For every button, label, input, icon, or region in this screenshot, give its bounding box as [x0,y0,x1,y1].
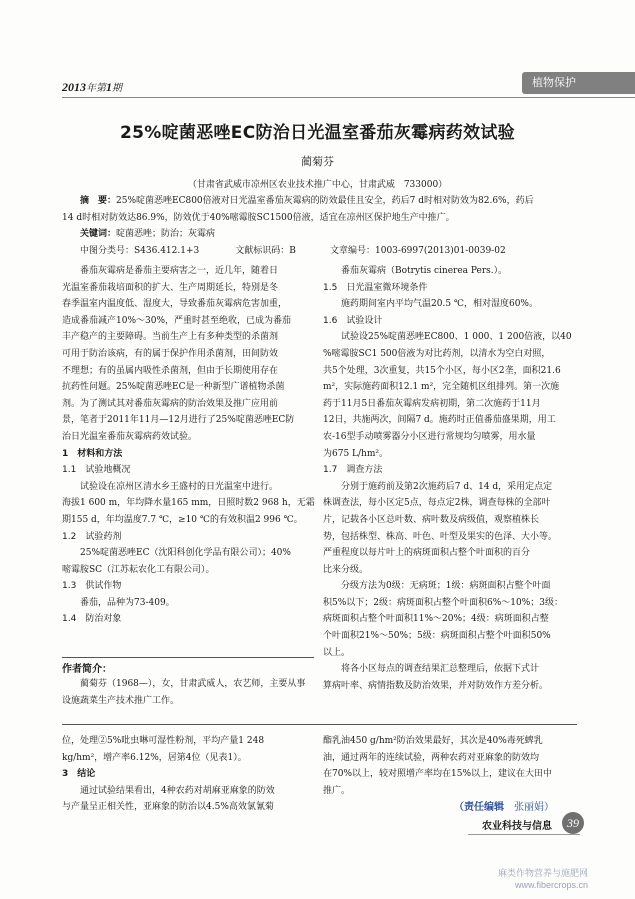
text-line: 为675 L/hm²。 [323,448,388,459]
section-heading: 1.1 试验地概况 [62,465,131,476]
text-line: 严重程度以每片叶上的病斑面积占整个叶面积的百分 [323,548,531,559]
author-note-line-2: 设施蔬菜生产技术推广工作。 [62,695,180,706]
section-heading: 3 结论 [62,769,96,780]
keywords: 啶菌恶唑；防治；灰霉病 [116,229,216,240]
keywords-label: 关键词： [80,229,117,240]
text-line: 病斑面积占整个叶面积11%～20%；4级：病斑面积占整 [323,614,549,625]
text-line: 不理想；有的虽属内吸性杀菌剂，但由于长期使用存在 [62,365,279,376]
text-line: 番茄灰霉病是番茄主要病害之一，近几年，随着日 [80,266,279,276]
note-rule [62,657,314,658]
text-line: %嘧霉胺SC1 500倍液为对比药剂，以清水为空白对照， [323,348,551,359]
author-note-title: 作者简介： [62,664,112,675]
text-line: 酯乳油450 g/hm²防治效果最好，其次是40%毒死蜱乳 [323,736,543,746]
text-line: 个叶面积21%～50%；5级：病斑面积占整个叶面积50% [323,631,551,642]
issue-label: 2013年第1期 [62,80,122,94]
text-line: 在70%以上，较对照增产率均在15%以上，建议在大田中 [323,769,553,780]
section-heading: 1.5 日光温室微环境条件 [323,282,428,293]
abstract-label: 摘 要： [80,196,117,206]
section-heading: 1.7 调查方法 [323,465,383,476]
text-line: 试验设25%啶菌恶唑EC800、1 000、1 200倍液，以40 [341,332,572,343]
text-line: 期155 d，年均温度7.7 ℃，≥10 ℃的有效积温2 996 ℃。 [62,514,303,525]
text-line: 嘧霉胺SC（江苏耘农化工有限公司）。 [62,564,215,575]
section-heading: 1.3 供试作物 [62,581,122,592]
author-name: 蔺菊芬 [301,155,334,168]
text-line: 积5%以下；2级：病斑面积占整个叶面积6%～10%；3级： [323,597,564,608]
article-number: 文章编号：1003-6997(2013)01-0039-02 [330,245,506,256]
abstract-line-2: 14 d时相对防效达86.9%，防效优于40%嘧霉胺SC1500倍液，适宜在凉州区保护地生产中推广。 [62,212,455,223]
bottom-right-column [323,733,585,799]
left-column [62,263,324,628]
text-line: 12日，共施两次，间隔7 d。施药时正值番茄盛果期，用工 [323,415,556,426]
section-heading: 1 材料和方法 [62,448,123,459]
bottom-left-column [62,733,324,816]
text-line: 景，笔者于2011年11月—12月进行了25%啶菌恶唑EC防 [62,415,295,426]
text-line: 光温室番茄栽培面积的扩大、生产周期延长，特别是冬 [62,282,279,293]
section-heading: 1.4 防治对象 [62,614,122,625]
text-line: 农-16型手动喷雾器分小区进行常规均匀喷雾，用水量 [323,431,536,442]
clc-number: 中图分类号：S436.412.1+3 文献标识码：B [80,245,296,256]
section-heading: 1.6 试验设计 [323,315,383,326]
text-line: 株调查法，每小区定5点，每点定2株，调查每株的全部叶 [323,498,551,509]
text-line: 势，包括株型、株高、叶色、叶型及果实的色泽、大小等。 [323,531,558,542]
header-rule [62,97,635,98]
abstract-line-1: 25%啶菌恶唑EC800倍液对日光温室番茄灰霉病的防效最佳且安全，药后7 d时相对防效为82.6%，药后 [116,196,534,206]
text-line: 剂。为了测试其对番茄灰霉病的防治效果及推广应用前 [62,398,279,409]
text-line: 海拔1 600 m，年均降水量165 mm，日照时数2 968 h，无霜 [62,498,315,509]
column-rule [62,724,577,725]
abstract [62,193,577,259]
text-line: 片，记载各小区总叶数、病叶数及病级值，观察植株长 [323,514,540,525]
text-line: 造成番茄减产10%～30%，严重时甚至绝收，已成为番茄 [62,315,292,326]
text-line: 共5个处理，3次重复，共15个小区，每小区2垄，面积21.6 [323,365,561,376]
text-line: m²，实际施药面积12.1 m²，完全随机区组排列。第一次施 [323,382,560,393]
text-line: 药于11月5日番茄灰霉病发病初期，第二次施药于11月 [323,398,541,409]
text-line: 算病叶率、病情指数及防治效果，并对防效作方差分析。 [323,680,549,691]
responsible-editor: （责任编辑 张丽娟） [454,802,554,813]
author-note [62,676,316,709]
article-title: 25%啶菌恶唑EC防治日光温室番茄灰霉病药效试验 [120,123,515,143]
text-line: 春季温室内温度低、湿度大，导致番茄灰霉病危害加重， [62,299,288,310]
text-line: 番茄，品种为73-409。 [80,597,175,608]
text-line: 油，通过两年的连续试验，两种农药对亚麻象的防效均 [323,752,540,763]
text-line: 番茄灰霉病（Botrytis cinerea Pers.）。 [341,266,508,276]
text-line: 分别于施药前及第2次施药后7 d、14 d，采用定点定 [341,481,553,492]
text-line: 通过试验结果看出，4种农药对胡麻亚麻象的防效 [80,785,275,796]
watermark-url: www.fibercrops.cn [515,880,589,890]
section-tab: 植物保护 [522,72,635,94]
text-line: 可用于防治该病，有的属于保护作用杀菌剂，田间防效 [62,348,279,359]
text-line: 丰产稳产的主要障碍。当前生产上有多种类型的杀菌剂 [62,332,279,343]
text-line: 分级方法为0级：无病斑；1级：病斑面积占整个叶面 [341,581,551,592]
text-line: 施药期间室内平均气温20.5 ℃，相对湿度60%。 [341,299,538,310]
text-line: 治日光温室番茄灰霉病药效试验。 [62,431,198,442]
text-line: 试验设在凉州区清水乡王盛村的日光温室中进行。 [80,481,279,492]
journal-name: 农业科技与信息 [482,821,552,832]
text-line: 抗药性问题。25%啶菌恶唑EC是一种新型广谱植物杀菌 [62,382,285,393]
author-note-line-1: 蔺菊芬（1968—），女，甘肃武威人，农艺师，主要从事 [62,679,306,689]
text-line: 位，处理②5%吡虫啉可湿性粉剂，平均产量1 248 [62,736,265,746]
text-line: 25%啶菌恶唑EC（沈阳科创化学品有限公司）；40% [80,548,291,559]
text-line: kg/hm²，增产率6.12%，居第4位（见表1）。 [62,752,247,763]
page-number: 39 [562,812,584,834]
text-line: 与产量呈正相关性，亚麻象的防治以4.5%高效氯氰菊 [62,802,274,813]
footer-rule [468,834,580,835]
text-line: 以上。 [323,647,351,658]
right-column [323,263,585,694]
text-line: 将各小区每点的调查结果汇总整理后，依据下式计 [341,664,540,675]
section-heading: 1.2 试验药剂 [62,531,122,542]
text-line: 比来分级。 [323,564,369,575]
text-line: 推广。 [323,785,351,796]
author-affiliation: （甘肃省武威市凉州区农业技术推广中心，甘肃武威 733000） [187,180,448,190]
watermark-site-name: 麻类作物营养与施肥网 [498,869,589,879]
